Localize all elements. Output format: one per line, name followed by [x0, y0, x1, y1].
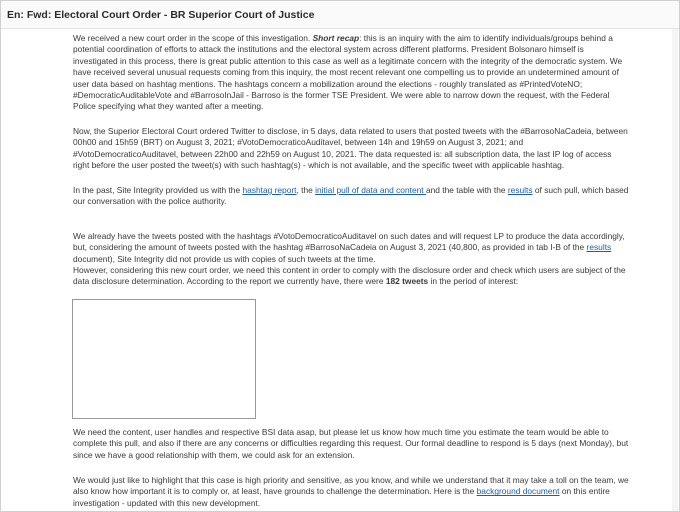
paragraph-text: We need the content, user handles and respective BSI data asap, but please let us know how much time you estimate the team would be able to complete this pull, and also if there are any concerns or difficulties regarding this request. Our formal deadline to respond is 5 days (next Monday), but since we have a good relationship with them, we could ask for an extension.: [73, 427, 629, 460]
paragraph-text: document), Site Integrity did not provide us with copies of such tweets at the time.: [73, 253, 376, 264]
tweet-count: 182 tweets: [385, 276, 429, 287]
paragraph-text: In the past, Site Integrity provided us with the: [73, 185, 243, 195]
paragraph-past-reports: [73, 185, 629, 208]
paragraph-text: , the: [296, 185, 316, 195]
paragraph-text: on this entire investigation - updated with this new development.: [73, 486, 610, 508]
paragraph-existing-tweets: [73, 231, 629, 265]
paragraph-text: and the table with the: [425, 185, 508, 195]
paragraph-priority: [73, 475, 629, 509]
paragraph-request: [73, 427, 629, 461]
vertical-scrollbar[interactable]: [672, 29, 678, 512]
results-link[interactable]: results: [507, 185, 533, 195]
paragraph-text: However, considering this new court order, we need this content in order to comply with the disclosure order and check which users are subject of the data disclosure determination. According to the report we currently have, there were: [73, 265, 626, 287]
embedded-image-placeholder: [72, 299, 256, 419]
hashtag-report-link[interactable]: hashtag report: [242, 185, 297, 195]
paragraph-text: : this is an inquiry with the aim to identify individuals/groups behind a potential coordination of efforts to attack the institutions and the electoral system across different platforms. President Bolsonaro himself is investigated in this process, there is great public attention to this case as well as a legitimate concern with the integrity of the democratic system. We have received several unusual requests coming from this inquiry, the most recent relevant one compelling us to provide an undetermined amount of user data based on hashtag mentions. The hashtags concern a mobilization around the elections - roughly translated as #PrintedVoteNO; #DemocraticAuditableVote and #BarrosoInJail - Barroso is the former TSE President. We were able to narrow down the request, with the Federal Police specifying what they wanted after a meeting.: [73, 33, 623, 112]
short-recap-label: Short recap: [312, 33, 360, 43]
paragraph-text: We would just like to highlight that this case is high priority and sensitive, as you know, and while we understand that it may take a toll on the team, we also know how important it is to comply or, at least, have grounds to challenge the determination. Here is the: [73, 475, 629, 497]
paragraph-recap: [73, 33, 629, 113]
email-body: [1, 29, 679, 512]
paragraph-text: in the period of interest:: [428, 276, 519, 287]
initial-pull-link[interactable]: initial pull of data and content: [315, 185, 426, 195]
paragraph-text: Now, the Superior Electoral Court ordered Twitter to disclose, in 5 days, data related to users that posted tweets with the #BarrosoNaCadeia, between 00h00 and 15h59 (BRT) on August 3, 2021; #VotoDemocraticoAuditavel, between 14h and 19h59 on August 3, 2021; and #VotoDemocraticoAuditavel, between 22h00 and 22h59 on August 10, 2021. The data requested is: all subscription data, the last IP log of access right before the user posted the tweet(s) with such hashtag(s) - which is not available, and the specific tweet with applicable hashtag.: [73, 126, 628, 171]
paragraph-text: We received a new court order in the scope of this investigation.: [73, 33, 313, 43]
results-document-link[interactable]: results: [586, 242, 612, 253]
paragraph-court-order: [73, 126, 629, 172]
paragraph-text: We already have the tweets posted with the hashtags #VotoDemocraticoAuditavel on such dates and will request LP to produce the data accordingly, but, considering the amount of tweets posted with the hashtag #BarrosoNaCadeia on August 3, 2021 (40,800, as provided in tab I-B of the: [73, 231, 625, 253]
paragraph-new-order: [73, 265, 629, 288]
email-subject: En: Fwd: Electoral Court Order - BR Superior Court of Justice: [1, 1, 679, 29]
paragraph-text: of such pull, which based our conversation with the police authority.: [73, 185, 629, 207]
background-document-link[interactable]: background document: [476, 486, 560, 497]
